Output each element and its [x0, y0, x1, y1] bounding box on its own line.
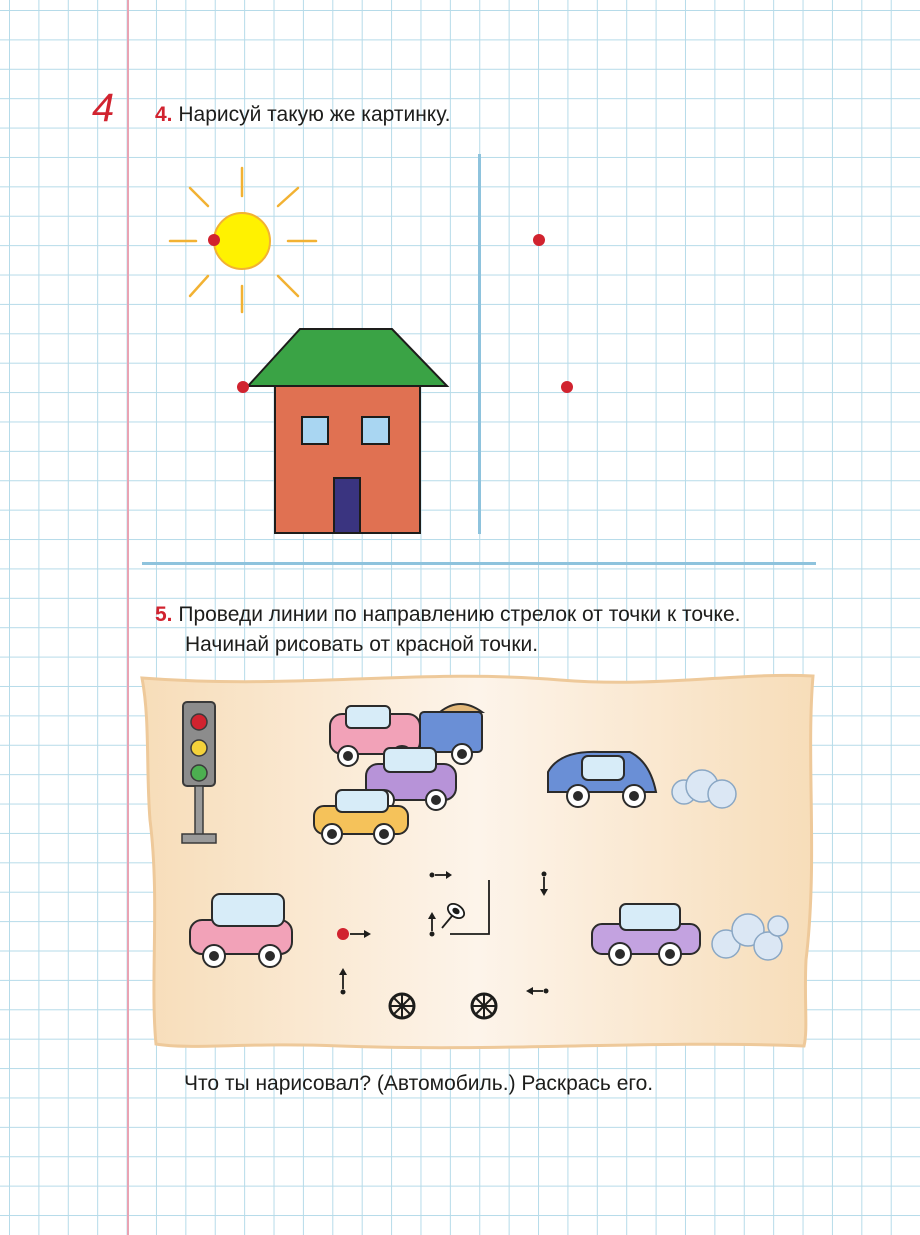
- start-red-dot: [337, 928, 349, 940]
- task-5-number: 5.: [155, 603, 173, 626]
- wheel-icon: [472, 994, 496, 1018]
- wheel-icon: [390, 994, 414, 1018]
- task-4-number: 4.: [155, 103, 173, 126]
- page-number: 4: [92, 86, 115, 130]
- task-5-line-1: Проведи линии по направлению стрелок от точки к точке.: [178, 603, 741, 626]
- task-5-line-2: Начинай рисовать от красной точки.: [185, 633, 539, 656]
- question-text: Что ты нарисовал? (Автомобиль.) Раскрась его.: [184, 1072, 654, 1095]
- task-4-text: Нарисуй такую же картинку.: [178, 103, 451, 126]
